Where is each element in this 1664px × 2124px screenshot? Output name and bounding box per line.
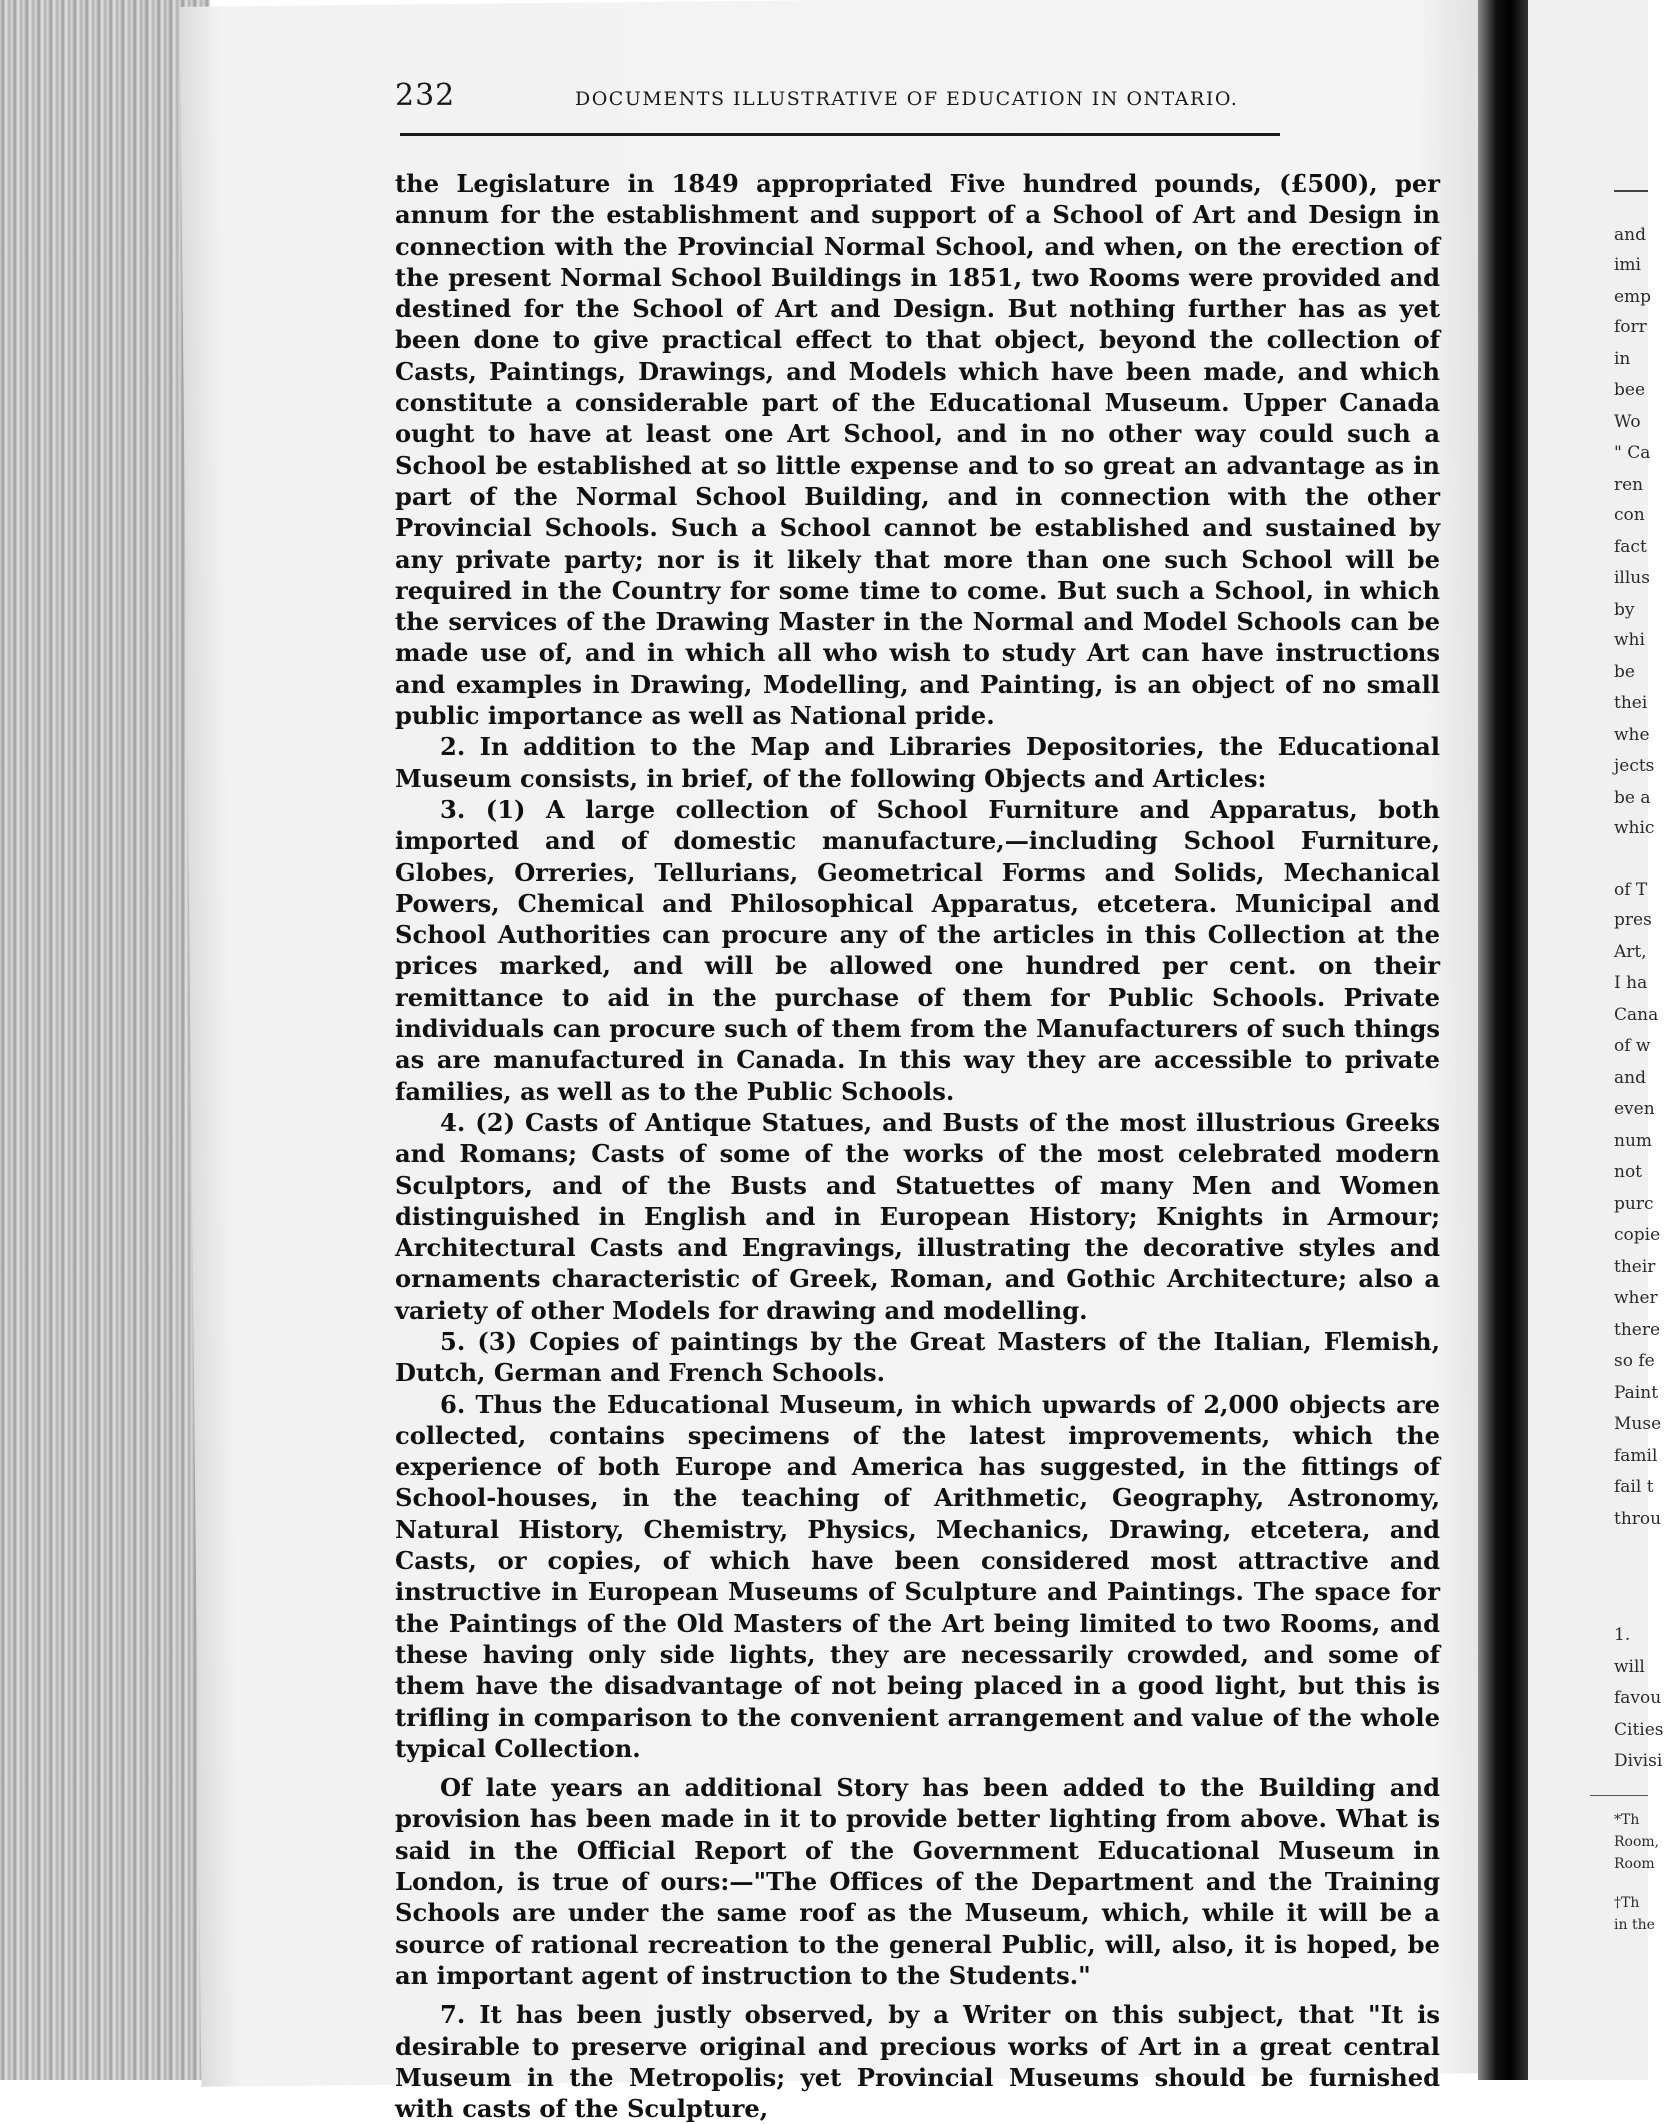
adjacent-page-fragment: of T — [1614, 880, 1648, 900]
adjacent-page-fragment: throu — [1614, 1509, 1662, 1529]
paragraph: 7. It has been justly observed, by a Writer on this subject, that "It is desirable to preserve original and precious works of Art in a great central Museum in the Metropolis; yet Provincial Museums should be furnished with casts of the Sculpture, — [395, 2000, 1440, 2124]
adjacent-page-fragment: Art, — [1614, 942, 1647, 962]
adjacent-page-fragment: imi — [1614, 255, 1641, 275]
adjacent-page-fragment: will — [1614, 1657, 1645, 1677]
adjacent-page-fragment: copie — [1614, 1225, 1661, 1245]
adjacent-page-fragment: Room, — [1614, 1834, 1660, 1850]
book-page-edges — [0, 0, 210, 2080]
paragraph: the Legislature in 1849 appropriated Five hundred pounds, (£500), per annum for the establishment and support of a School of Art and Design in connection with the Provincial Normal School, and when, on the erection of the present Normal School Buildings in 1851, two Rooms were provided and destined for the School of Art and Design. But nothing further has as yet been done to give practical effect to that object, beyond the collection of Casts, Paintings, Drawings, and Models which have been made, and which constitute a considerable part of the Educational Museum. Upper Canada ought to have at least one Art School, and in no other way could such a School be established at so little expense and to so great an advantage as in part of the Normal School Building, and in connection with the other Provincial Schools. Such a School cannot be established and sustained by any private party; nor is it likely that more than one such School will be required in the Country for some time to come. But such a School, in which the services of the Drawing Master in the Normal and Model Schools can be made use of, and in which all who wish to study Art can have instructions and examples in Drawing, Modelling, and Painting, is an object of no small public importance as well as National pride. — [395, 169, 1440, 731]
adjacent-page-fragment: be — [1614, 662, 1635, 682]
adjacent-page-fragment: Wo — [1614, 412, 1641, 432]
adjacent-page-fragment: con — [1614, 505, 1645, 525]
adjacent-page-fragment: whe — [1614, 725, 1650, 745]
adjacent-page-fragment: 1. — [1614, 1625, 1631, 1645]
adjacent-page-fragment: illus — [1614, 568, 1650, 588]
adjacent-page-fragment: in — [1614, 349, 1631, 369]
adjacent-page-fragment: †Th — [1614, 1895, 1640, 1911]
adjacent-page-fragment: be a — [1614, 788, 1651, 808]
adjacent-page-fragment: Divisi — [1614, 1751, 1663, 1771]
paragraph: 5. (3) Copies of paintings by the Great Masters of the Italian, Flemish, Dutch, German and French Schools. — [395, 1326, 1440, 1388]
adjacent-page-fragment: by — [1614, 600, 1635, 620]
paragraph: 4. (2) Casts of Antique Statues, and Busts of the most illustrious Greeks and Romans; Casts of some of the works of the most celebrated modern Sculptors, and of the Busts and Statuettes of many Men and Women distinguished in English and in European History; Knights in Armour; Architectural Casts and Engravings, illustrating the decorative styles and ornaments characteristic of Greek, Roman, and Gothic Architecture; also a variety of other Models for drawing and modelling. — [395, 1107, 1440, 1325]
paragraph: 6. Thus the Educational Museum, in which upwards of 2,000 objects are collected, contains specimens of the latest improvements, which the experience of both Europe and America has suggested, in the fittings of School-houses, in the teaching of Arithmetic, Geography, Astronomy, Natural History, Chemistry, Physics, Mechanics, Drawing, etcetera, and Casts, or copies, of which have been considered most attractive and instructive in European Museums of Sculpture and Paintings. The space for the Paintings of the Old Masters of the Art being limited to two Rooms, and these having only side lights, they are necessarily crowded, and some of them have the disadvantage of not being placed in a good light, but this is trifling in comparison to the convenient arrangement and value of the whole typical Collection. — [395, 1389, 1440, 1763]
adjacent-page-fragment: Cana — [1614, 1005, 1659, 1025]
adjacent-page-fragment: favou — [1614, 1688, 1662, 1708]
page-body — [395, 168, 1440, 2124]
adjacent-page-fragment: not — [1614, 1162, 1643, 1182]
adjacent-page-fragment: even — [1614, 1099, 1655, 1119]
paragraph: 3. (1) A large collection of School Furniture and Apparatus, both imported and of domestic manufacture,—including School Furniture, Globes, Orreries, Tellurians, Geometrical Forms and Solids, Mechanical Powers, Chemical and Philosophical Apparatus, etcetera. Municipal and School Authorities can procure any of the articles in this Collection at the prices marked, and will be allowed one hundred per cent. on their remittance to aid in the purchase of them for Public Schools. Private individuals can procure such of them from the Manufacturers of such things as are manufactured in Canada. In this way they are accessible to private families, as well as to the Public Schools. — [395, 794, 1440, 1106]
adjacent-page-fragment: fact — [1614, 537, 1647, 557]
adjacent-page-fragment: ren — [1614, 475, 1644, 495]
adjacent-page-fragment: I ha — [1614, 973, 1648, 993]
adjacent-page-fragment: there — [1614, 1320, 1661, 1340]
adjacent-footnote-rule — [1590, 1795, 1648, 1796]
adjacent-page-fragment: wher — [1614, 1288, 1658, 1308]
adjacent-page-fragment: " Ca — [1614, 443, 1651, 463]
adjacent-page-fragment: in the — [1614, 1917, 1655, 1933]
page-header — [395, 78, 1295, 118]
adjacent-page-fragment: and — [1614, 225, 1646, 245]
adjacent-page-fragment: famil — [1614, 1446, 1658, 1466]
header-rule — [400, 133, 1280, 136]
adjacent-page-fragment: Cities — [1614, 1720, 1664, 1740]
adjacent-page-fragment: of w — [1614, 1036, 1651, 1056]
adjacent-page-fragment: purc — [1614, 1194, 1654, 1214]
adjacent-page-fragment: bee — [1614, 380, 1646, 400]
adjacent-page-rule — [1614, 190, 1648, 192]
adjacent-page-fragment: so fe — [1614, 1351, 1655, 1371]
book-gutter — [1478, 0, 1528, 2080]
adjacent-page-fragment: Room — [1614, 1856, 1655, 1872]
adjacent-page-fragment: *Th — [1614, 1812, 1640, 1828]
adjacent-page-fragment: Muse — [1614, 1414, 1662, 1434]
paragraph: 2. In addition to the Map and Libraries Depositories, the Educational Museum consists, in brief, of the following Objects and Articles: — [395, 732, 1440, 793]
adjacent-page-fragment: their — [1614, 1257, 1656, 1277]
adjacent-page-fragment: and — [1614, 1068, 1646, 1088]
adjacent-page-fragment: pres — [1614, 910, 1652, 930]
adjacent-page-fragment: whic — [1614, 818, 1655, 838]
adjacent-page-fragment: fail t — [1614, 1477, 1654, 1497]
adjacent-page-fragment: num — [1614, 1131, 1653, 1151]
adjacent-page-fragment: whi — [1614, 630, 1645, 650]
adjacent-page-fragment: forr — [1614, 317, 1647, 337]
page-number: 232 — [395, 78, 456, 113]
paragraph: Of late years an additional Story has been added to the Building and provision has been made in it to provide better lighting from above. What is said in the Official Report of the Government Educational Museum in London, is true of ours:—"The Offices of the Department and the Training Schools are under the same roof as the Museum, which, while it will be a source of rational recreation to the general Public, will, also, it is hoped, be an important agent of instruction to the Students." — [395, 1773, 1440, 1990]
adjacent-page-fragment: jects — [1614, 756, 1655, 776]
running-title: DOCUMENTS ILLUSTRATIVE OF EDUCATION IN ONTARIO. — [575, 88, 1239, 110]
adjacent-page-fragment: Paint — [1614, 1383, 1659, 1403]
adjacent-page-fragment: emp — [1614, 287, 1652, 307]
adjacent-page-fragment: thei — [1614, 693, 1648, 713]
